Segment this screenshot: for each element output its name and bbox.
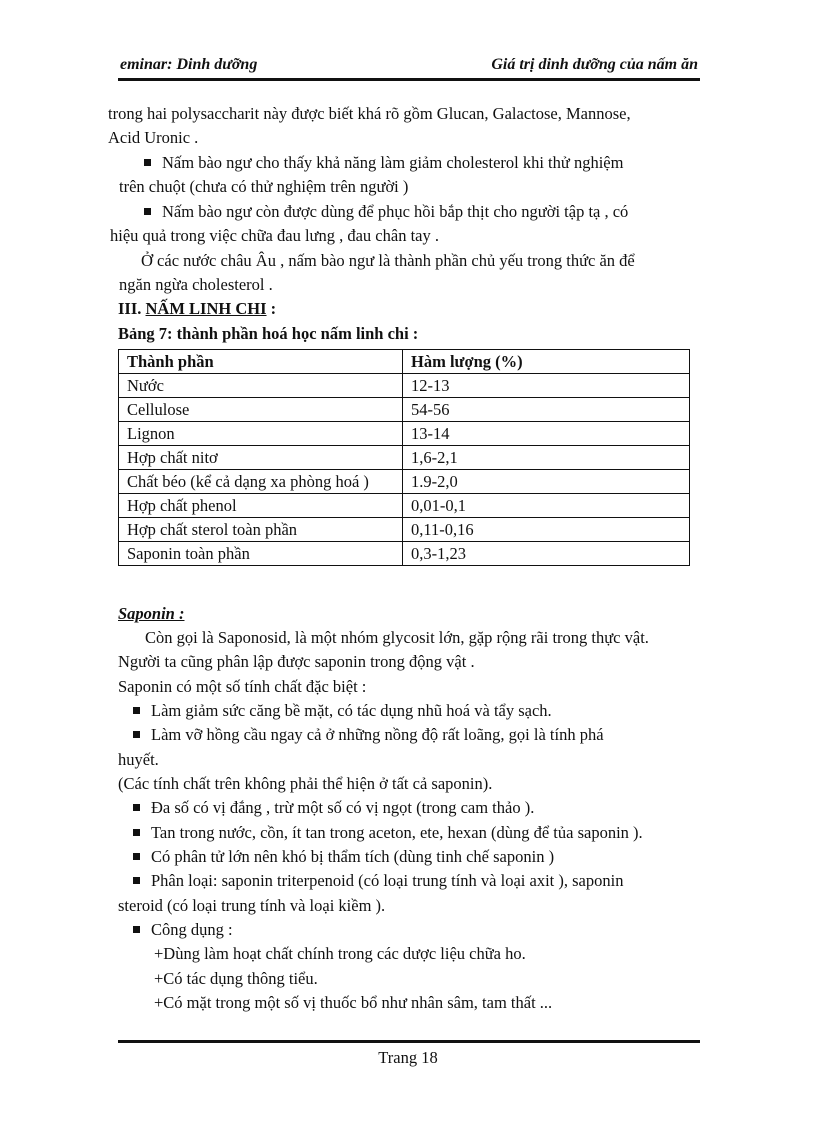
table-header-row [119,350,690,374]
saponin-heading: Saponin : [118,604,185,623]
paragraph-line: trong hai polysaccharit này được biết khá rõ gồm Glucan, Galactose, Mannose, [108,104,631,123]
list-item-continuation: steroid (có loại trung tính và loại kiềm ). [118,896,386,915]
list-item: Tan trong nước, cồn, ít tan trong aceton, ete, hexan (dùng để tủa saponin ). [133,823,643,843]
table-row [119,398,690,422]
content-cell: 12-13 [403,374,690,398]
header-right: Giá trị dinh dưỡng của nấm ăn [491,56,698,73]
header-rule [118,78,700,81]
bullet-icon [133,926,140,933]
component-cell: Hợp chất nitơ [119,446,403,470]
content-cell: 1.9-2,0 [403,470,690,494]
component-cell: Nước [119,374,403,398]
table-row [119,446,690,470]
bullet-icon [133,829,140,836]
bullet-icon [144,208,151,215]
list-item: Đa số có vị đắng , trừ một số có vị ngọt (trong cam thảo ). [133,798,534,818]
content-cell: 0,3-1,23 [403,542,690,566]
content-cell: 54-56 [403,398,690,422]
page-number: Trang 18 [378,1048,438,1067]
header-left: eminar: Dinh dưỡng [120,56,258,73]
table-row [119,494,690,518]
footer-rule [118,1040,700,1043]
composition-table [118,349,690,566]
usage-line: +Có mặt trong một số vị thuốc bổ như nhân sâm, tam thất ... [154,993,553,1012]
content-cell: 0,01-0,1 [403,494,690,518]
list-item: Nấm bào ngư còn được dùng để phục hồi bắp thịt cho người tập tạ , có [144,202,628,222]
table-row [119,518,690,542]
component-cell: Chất béo (kể cả dạng xa phòng hoá ) [119,470,403,494]
component-cell: Saponin toàn phần [119,542,403,566]
bullet-icon [133,804,140,811]
usage-line: +Dùng làm hoạt chất chính trong các dược liệu chữa ho. [154,944,526,963]
list-item: Công dụng : [133,920,233,940]
table-row [119,542,690,566]
list-item: Phân loại: saponin triterpenoid (có loại trung tính và loại axit ), saponin [133,871,623,891]
component-cell: Hợp chất sterol toàn phần [119,518,403,542]
list-item: Có phân tử lớn nên khó bị thẩm tích (dùng tinh chế saponin ) [133,847,554,867]
component-cell: Lignon [119,422,403,446]
table-caption: Bảng 7: thành phần hoá học nấm linh chi : [118,324,419,343]
content-cell: 13-14 [403,422,690,446]
list-item-continuation: trên chuột (chưa có thử nghiệm trên người ) [119,177,409,196]
page-header [118,56,700,78]
component-cell: Hợp chất phenol [119,494,403,518]
section-heading: III. NẤM LINH CHI : [118,299,277,318]
bullet-icon [144,159,151,166]
paragraph-line: Còn gọi là Saponosid, là một nhóm glycosit lớn, gặp rộng rãi trong thực vật. [145,628,649,647]
bullet-icon [133,877,140,884]
bullet-icon [133,707,140,714]
paragraph-line: Ở các nước châu Âu , nấm bào ngư là thành phần chủ yếu trong thức ăn để [141,251,635,270]
paragraph-line: Người ta cũng phân lập được saponin trong động vật . [118,652,475,671]
content-cell: 0,11-0,16 [403,518,690,542]
table-row [119,374,690,398]
paragraph-line: Saponin có một số tính chất đặc biệt : [118,677,367,696]
bullet-icon [133,731,140,738]
table-header-cell: Hàm lượng (%) [403,350,690,374]
list-item-continuation: hiệu quả trong việc chữa đau lưng , đau chân tay . [110,226,439,245]
note-line: (Các tính chất trên không phải thể hiện ở tất cả saponin). [118,774,493,793]
paragraph-line: ngăn ngừa cholesterol . [119,275,273,294]
table-row [119,422,690,446]
list-item: Làm giảm sức căng bề mặt, có tác dụng nhũ hoá và tẩy sạch. [133,701,552,721]
table-header-cell: Thành phần [119,350,403,374]
paragraph-line: Acid Uronic . [108,128,199,147]
list-item-continuation: huyết. [118,750,159,769]
component-cell: Cellulose [119,398,403,422]
list-item: Làm vỡ hồng cầu ngay cả ở những nồng độ rất loãng, gọi là tính phá [133,725,604,745]
usage-line: +Có tác dụng thông tiểu. [154,969,318,988]
content-cell: 1,6-2,1 [403,446,690,470]
table-row [119,470,690,494]
list-item: Nấm bào ngư cho thấy khả năng làm giảm cholesterol khi thử nghiệm [144,153,623,173]
bullet-icon [133,853,140,860]
